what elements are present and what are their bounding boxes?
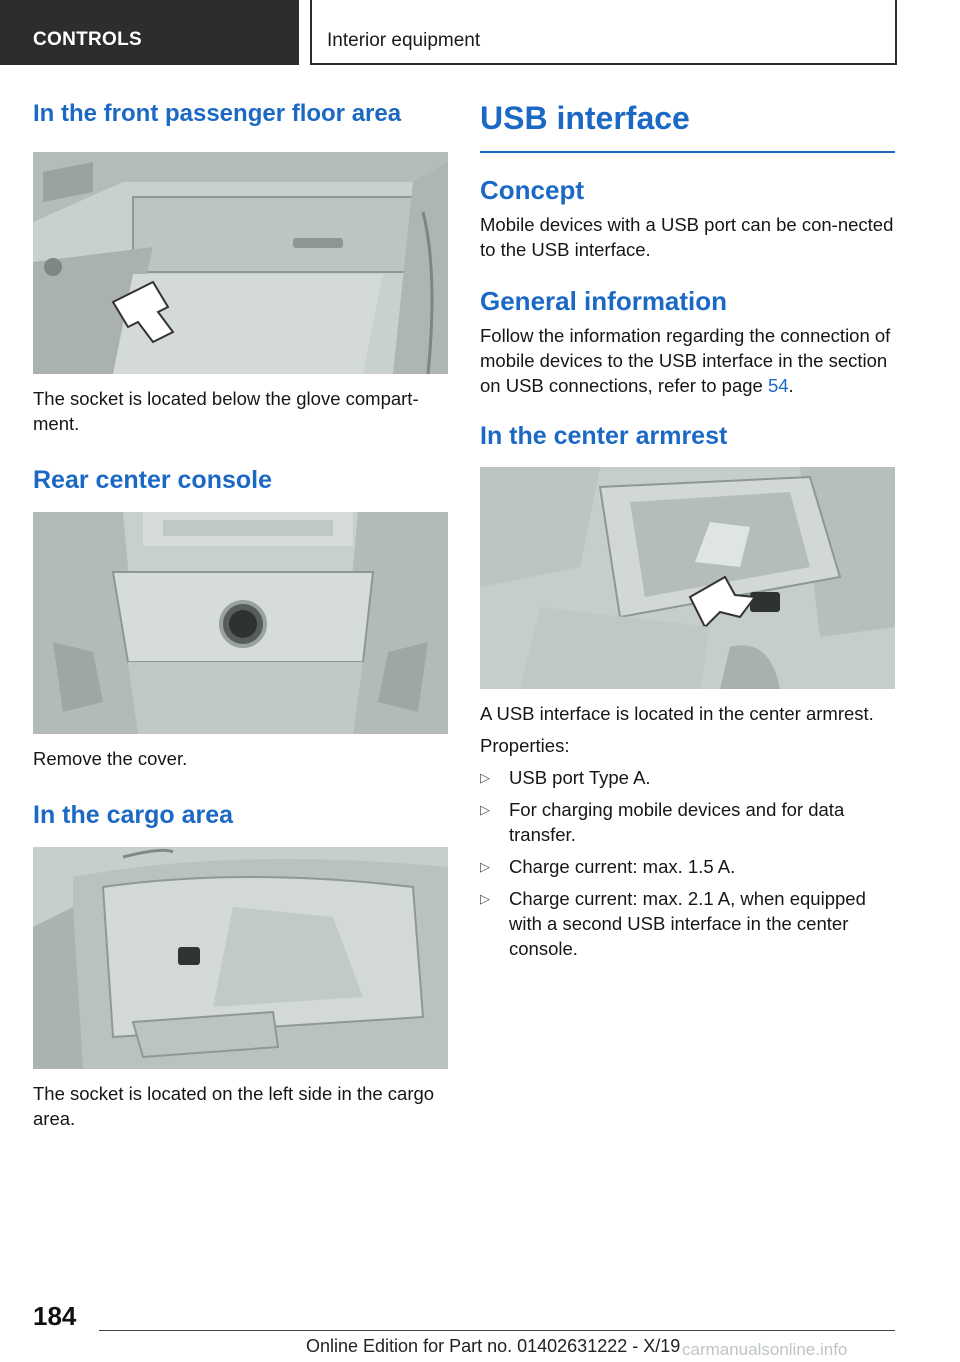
cargo-area-illustration <box>33 847 448 1069</box>
list-item: ▷ Charge current: max. 2.1 A, when equipped with a second USB interface in the center console. <box>480 888 866 959</box>
general-info-text <box>480 323 895 398</box>
properties-label: Properties: <box>480 735 570 756</box>
cargo-heading: In the cargo area <box>33 801 234 829</box>
bullet-triangle-icon: ▷ <box>480 770 490 785</box>
header-chapter-label: Interior equipment <box>327 30 481 51</box>
concept-heading: Concept <box>480 175 584 205</box>
armrest-heading: In the center armrest <box>480 422 728 450</box>
list-item: ▷ USB port Type A. <box>480 767 651 788</box>
properties-list <box>480 765 895 961</box>
glove-compartment-illustration <box>33 152 448 374</box>
rear-console-illustration <box>33 512 448 734</box>
bullet-triangle-icon: ▷ <box>480 802 490 817</box>
rear-console-caption: Remove the cover. <box>33 748 188 769</box>
footer-divider <box>99 1330 895 1331</box>
header-section-tab <box>0 0 299 65</box>
usb-interface-title: USB interface <box>480 100 895 153</box>
concept-text: Mobile devices with a USB port can be con-nected to the USB interface. <box>480 214 894 260</box>
front-passenger-heading: In the front passenger floor area <box>33 100 402 127</box>
footer-edition: Online Edition for Part no. 01402631222 - X/19 <box>306 1336 681 1356</box>
general-info-period: . <box>788 375 794 396</box>
page-number: 184 <box>33 1301 77 1331</box>
right-column <box>480 100 895 968</box>
left-column <box>33 100 448 1131</box>
center-armrest-illustration <box>480 467 895 689</box>
header-section-label: CONTROLS <box>33 29 143 50</box>
general-info-body: Follow the information regarding the connection of mobile devices to the USB interface in the section on USB connections, refer to page <box>480 325 891 396</box>
general-info-heading: General information <box>480 286 728 316</box>
bullet-triangle-icon: ▷ <box>480 891 490 906</box>
armrest-caption: A USB interface is located in the center armrest. <box>480 703 874 724</box>
list-item: ▷ For charging mobile devices and for data transfer. <box>480 799 845 845</box>
rear-console-heading: Rear center console <box>33 466 272 494</box>
page-reference-link[interactable]: 54 <box>767 375 789 396</box>
bullet-triangle-icon: ▷ <box>480 859 490 874</box>
header-chapter-box <box>310 0 897 65</box>
cargo-caption: The socket is located on the left side in the cargo area. <box>33 1083 435 1129</box>
watermark: carmanualsonline.info <box>682 1340 848 1359</box>
list-item: ▷ Charge current: max. 1.5 A. <box>480 856 736 877</box>
front-passenger-caption: The socket is located below the glove compart-ment. <box>33 388 419 434</box>
